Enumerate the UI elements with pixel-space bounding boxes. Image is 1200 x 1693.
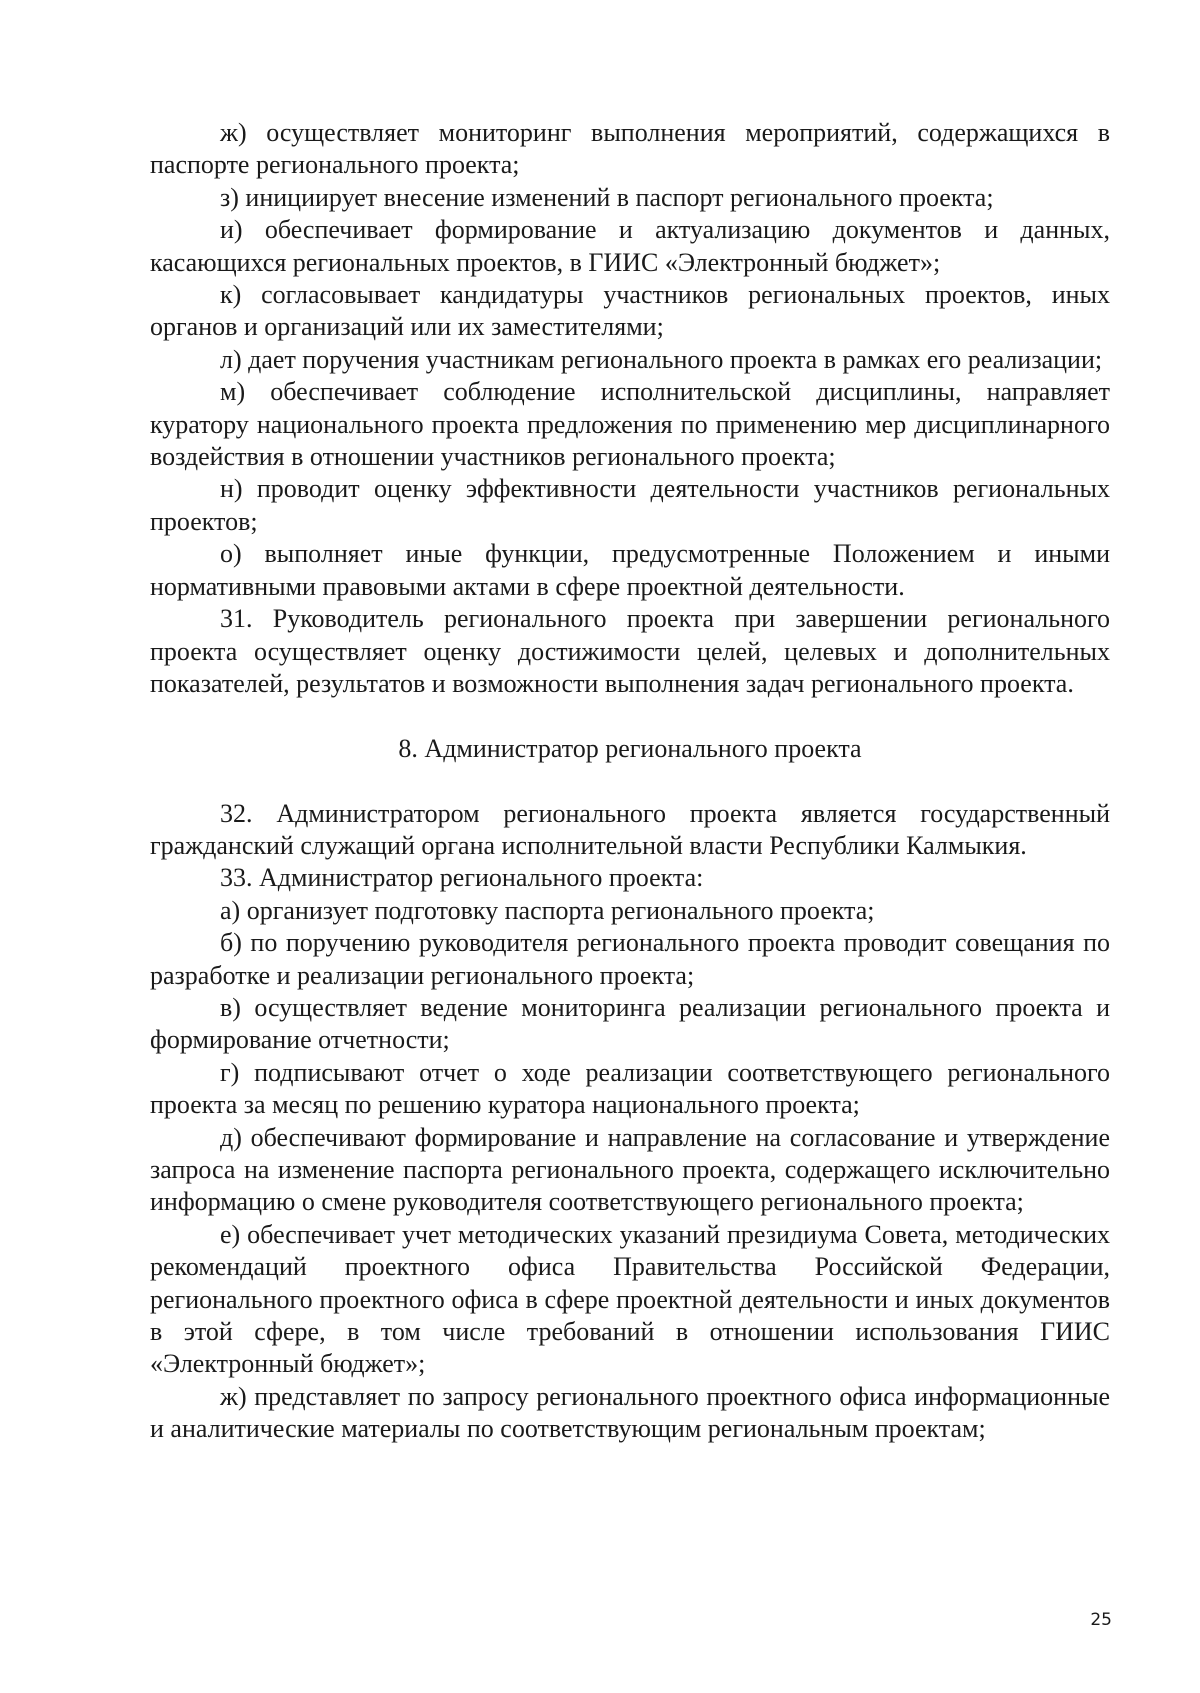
paragraph: б) по поручению руководителя регионального проекта проводит совещания по разработке и реализации регионального проекта; <box>150 928 1110 990</box>
paragraph: г) подписывают отчет о ходе реализации соответствующего регионального проекта за месяц по решению куратора национального проекта; <box>150 1057 1110 1120</box>
paragraph: д) обеспечивают формирование и направление на согласование и утверждение запроса на изменение паспорта регионального проекта, содержащего исключительно информацию о смене руководителя соответствующего регионального проекта; <box>150 1122 1110 1217</box>
paragraph: ж) представляет по запросу регионального проектного офиса информационные и аналитические материалы по соответствующим региональным проектам; <box>150 1381 1110 1444</box>
paragraph: н) проводит оценку эффективности деятельности участников региональных проектов; <box>150 474 1110 536</box>
paragraph: л) дает поручения участникам регионального проекта в рамках его реализации; <box>220 344 1103 374</box>
blank-line <box>150 765 1110 797</box>
page-number: 25 <box>1090 1610 1112 1630</box>
paragraph: 32. Администратором регионального проекта является государственный гражданский служащий органа исполнительной власти Республики Калмыкия. <box>150 798 1110 860</box>
paragraph: а) организует подготовку паспорта регионального проекта; <box>220 895 875 925</box>
paragraph: ж) осуществляет мониторинг выполнения мероприятий, содержащихся в паспорте регионального проекта; <box>150 118 1110 180</box>
paragraph: и) обеспечивает формирование и актуализацию документов и данных, касающихся региональных проектов, в ГИИС «Электронный бюджет»; <box>150 215 1110 277</box>
paragraph: з) инициирует внесение изменений в паспорт регионального проекта; <box>220 182 994 212</box>
blank-line <box>150 700 1110 732</box>
paragraph: 31. Руководитель регионального проекта при завершении регионального проекта осуществляет оценку достижимости целей, целевых и дополнительных показателей, результатов и возможности выполнения задач регионального проекта. <box>150 604 1110 698</box>
paragraph: в) осуществляет ведение мониторинга реализации регионального проекта и формирование отчетности; <box>150 992 1110 1055</box>
paragraph: о) выполняет иные функции, предусмотренные Положением и иными нормативными правовыми актами в сфере проектной деятельности. <box>150 539 1110 601</box>
section-heading: 8. Администратор регионального проекта <box>398 733 862 763</box>
paragraph: к) согласовывает кандидатуры участников региональных проектов, иных органов и организаций или их заместителями; <box>150 280 1110 342</box>
paragraph: е) обеспечивает учет методических указаний президиума Совета, методических рекомендаций проектного офиса Правительства Российской Федерации, регионального проектного офиса в сфере проектной деятельности и иных документов в этой сфере, в том числе требований в отношении использования ГИИС «Электронный бюджет»; <box>150 1219 1110 1379</box>
document-body <box>150 117 1110 1446</box>
paragraph: 33. Администратор регионального проекта: <box>220 863 704 893</box>
paragraph: м) обеспечивает соблюдение исполнительской дисциплины, направляет куратору национального проекта предложения по применению мер дисциплинарного воздействия в отношении участников регионального проекта; <box>150 377 1110 472</box>
